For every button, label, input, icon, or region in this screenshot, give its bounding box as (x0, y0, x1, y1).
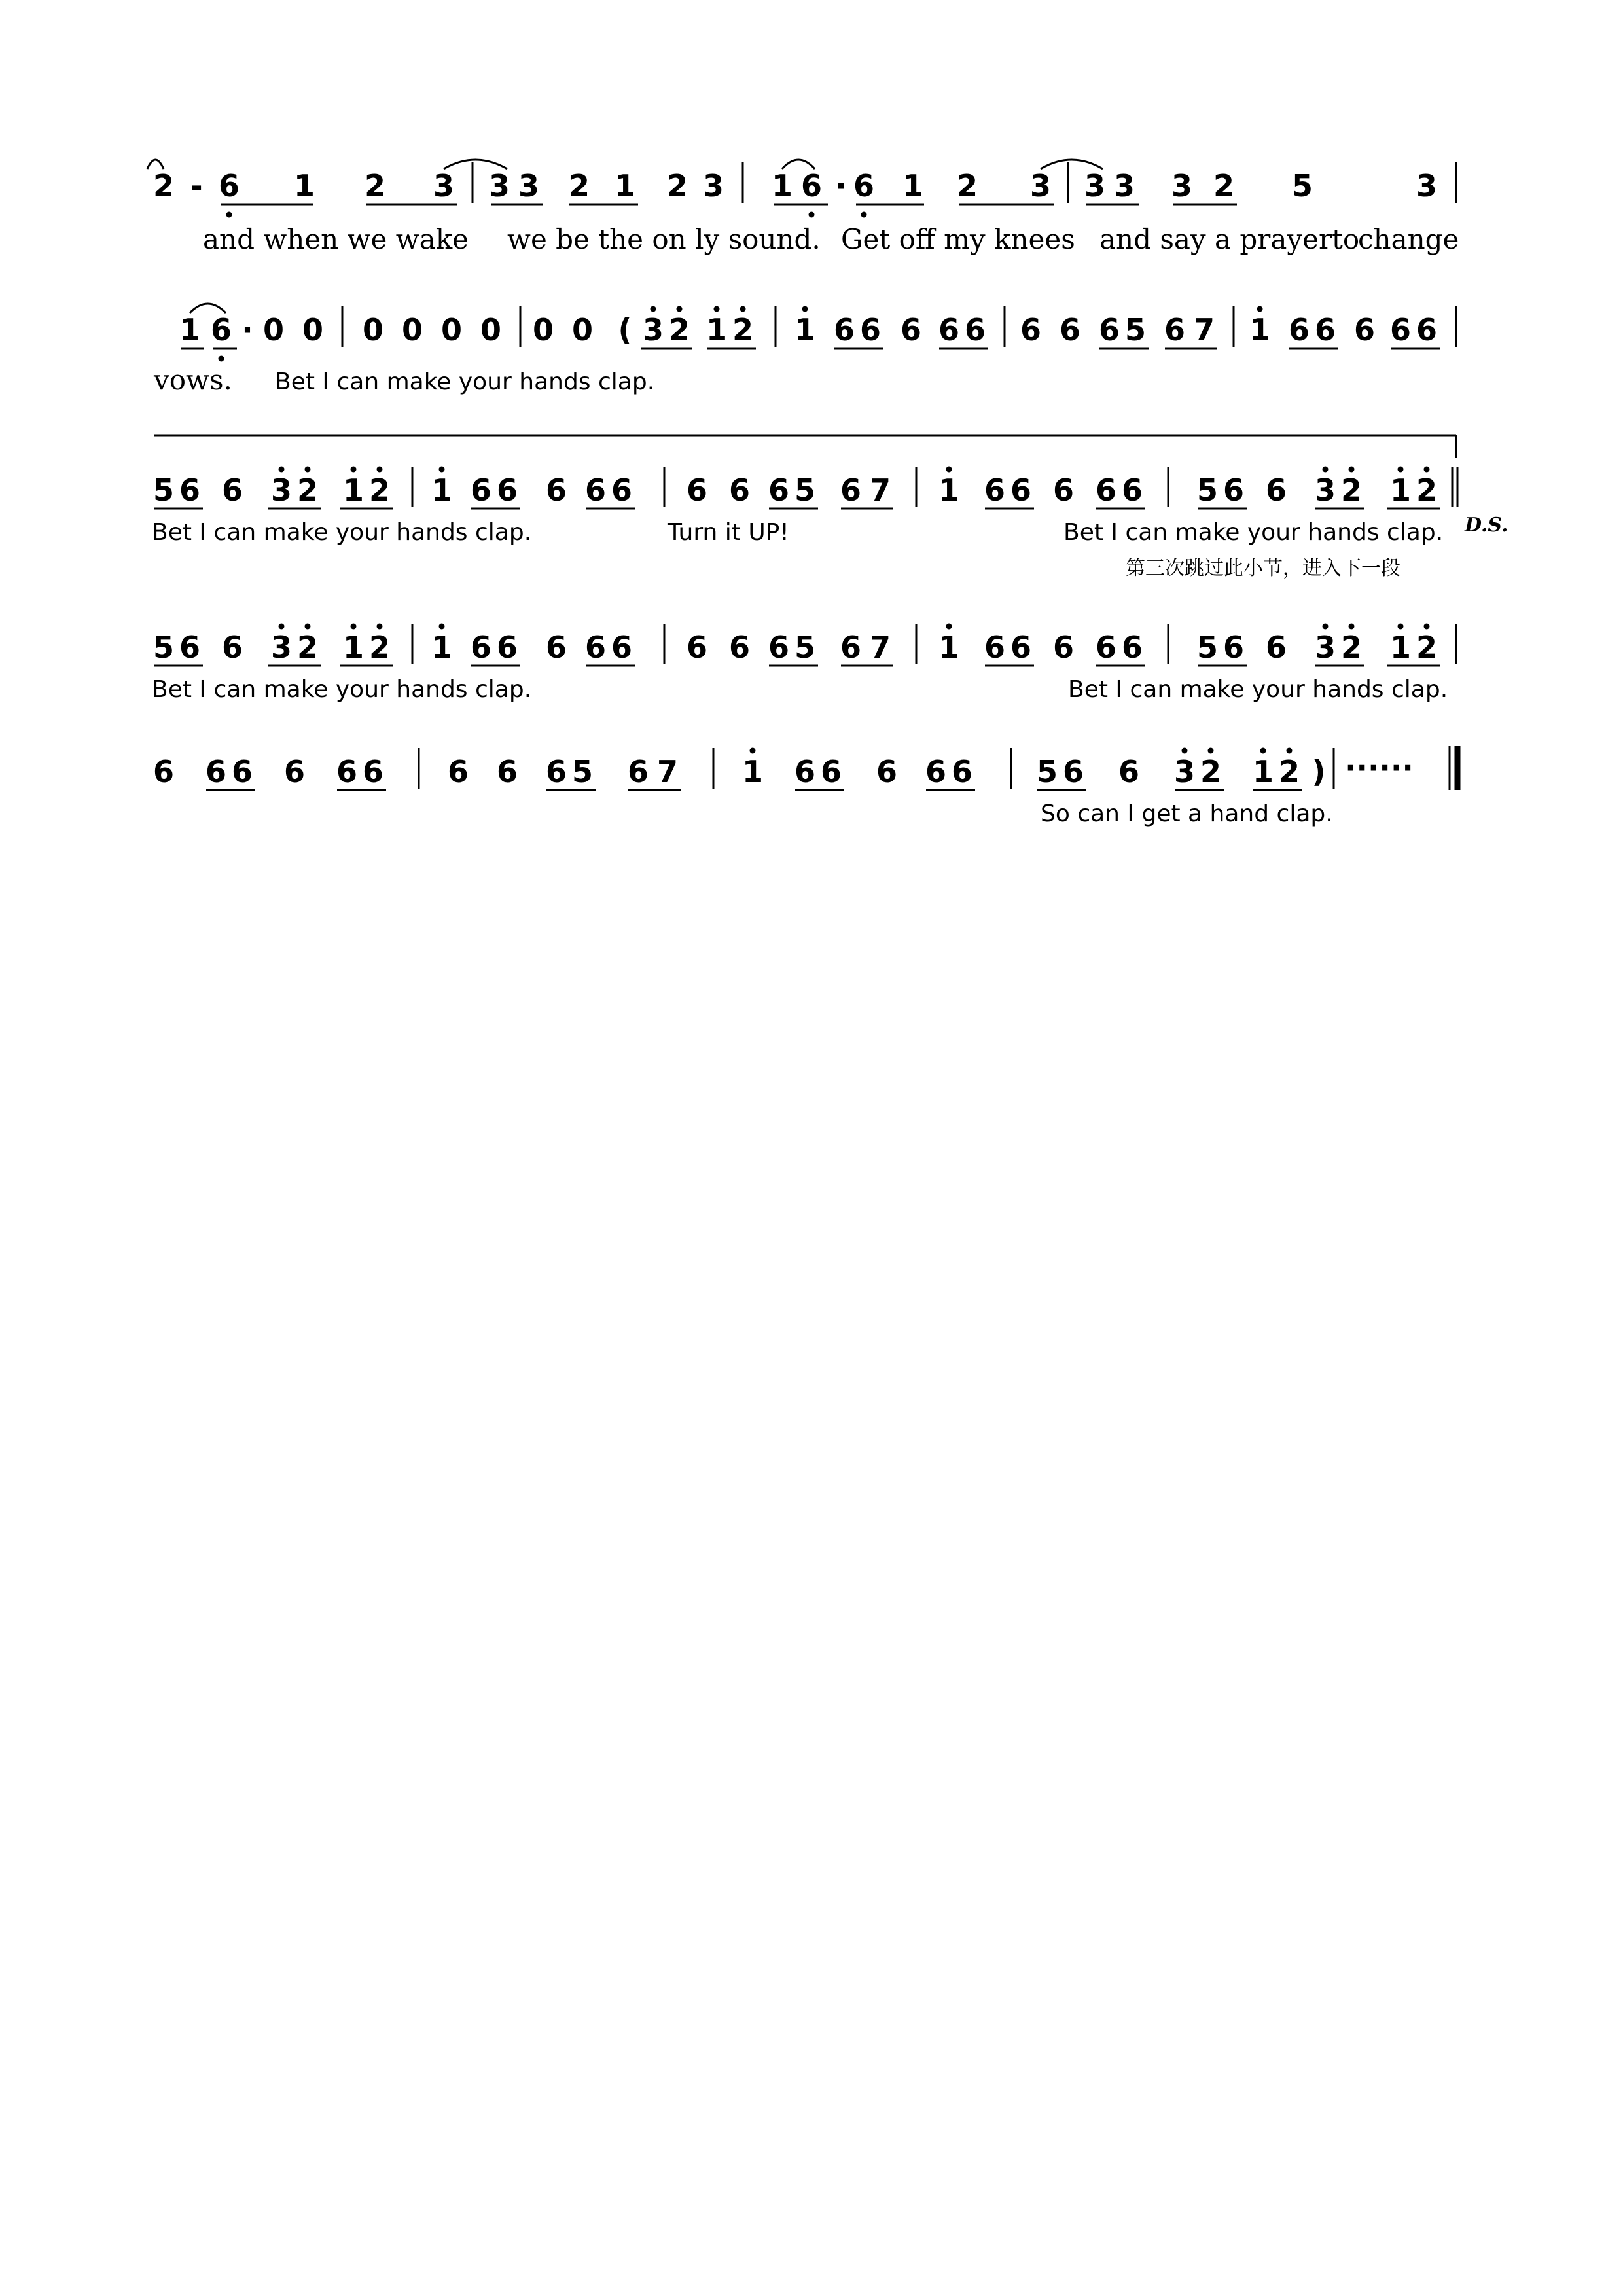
parenthesis: ( (618, 312, 632, 348)
note-digit: 7 (869, 473, 891, 508)
lyric-text: Get off my knees (841, 223, 1075, 255)
octave-up-dot (1323, 624, 1329, 630)
note-digit: 6 (283, 754, 306, 789)
note-digit: 2 (1416, 473, 1438, 508)
note-digit: 1 (342, 630, 365, 665)
note-digit: 6 (152, 754, 175, 789)
octave-down-dot (809, 212, 815, 218)
note-digit: 2 (1416, 630, 1438, 665)
note-digit: 6 (900, 312, 922, 348)
note-digit: 2 (1278, 754, 1300, 789)
augmentation-dot: · (241, 312, 253, 348)
note-digit: 3 (642, 312, 664, 348)
note-digit: 1 (293, 168, 315, 204)
note-digit: 2 (568, 168, 590, 204)
note-digit: 6 (1059, 312, 1081, 348)
note-digit: 3 (270, 630, 293, 665)
octave-down-dot (226, 212, 232, 218)
note-digit: 0 (401, 312, 423, 348)
note-digit: 6 (179, 630, 201, 665)
note-digit: 2 (1213, 168, 1235, 204)
note-digit: 6 (1265, 630, 1287, 665)
note-digit: 5 (794, 473, 816, 508)
note-digit: 1 (431, 630, 453, 665)
note-digit: 5 (1036, 754, 1058, 789)
lyric-text: vows. (154, 364, 232, 396)
continuation-dots: ······ (1345, 750, 1414, 785)
octave-up-dot (740, 306, 746, 312)
octave-up-dot (714, 306, 720, 312)
note-digit: 1 (614, 168, 636, 204)
note-digit: 1 (1389, 630, 1412, 665)
octave-up-dot (351, 467, 357, 473)
octave-up-dot (651, 306, 656, 312)
note-digit: 1 (938, 473, 960, 508)
octave-up-dot (1398, 467, 1404, 473)
note-digit: 6 (768, 473, 790, 508)
octave-up-dot (305, 467, 311, 473)
note-digit: 1 (771, 168, 793, 204)
note-digit: 3 (1173, 754, 1196, 789)
note-digit: 2 (956, 168, 978, 204)
octave-up-dot (677, 306, 683, 312)
octave-up-dot (351, 624, 357, 630)
note-digit: 6 (210, 312, 232, 348)
note-digit: 6 (1353, 312, 1376, 348)
note-digit: 2 (296, 473, 319, 508)
octave-up-dot (1287, 748, 1293, 754)
octave-up-dot (1424, 467, 1430, 473)
note-digit: 6 (686, 473, 708, 508)
note-digit: - (190, 168, 203, 204)
note-digit: 0 (440, 312, 463, 348)
note-digit: 6 (545, 754, 567, 789)
octave-up-dot (1349, 624, 1355, 630)
note-digit: 6 (447, 754, 469, 789)
note-digit: 5 (1196, 473, 1219, 508)
note-digit: 6 (584, 473, 607, 508)
note-digit: 3 (1113, 168, 1135, 204)
note-digit: 6 (984, 473, 1006, 508)
note-digit: 3 (270, 473, 293, 508)
note-digit: 6 (964, 312, 986, 348)
note-digit: 6 (1314, 312, 1336, 348)
lyric-text: change (1358, 223, 1459, 255)
note-digit: 7 (869, 630, 891, 665)
note-digit: 6 (833, 312, 855, 348)
note-digit: 6 (938, 312, 960, 348)
note-digit: 2 (152, 168, 175, 204)
lyric-text: Turn it UP! (668, 519, 789, 546)
note-digit: 6 (1121, 630, 1143, 665)
slur (190, 304, 226, 313)
note-digit: 3 (1029, 168, 1052, 204)
note-digit: 3 (1171, 168, 1193, 204)
note-digit: 6 (218, 168, 240, 204)
note-digit: 6 (179, 473, 201, 508)
slur (147, 160, 164, 169)
octave-up-dot (1257, 306, 1263, 312)
lyric-text: we be the on ly sound. (507, 223, 821, 255)
note-digit: 1 (179, 312, 201, 348)
note-digit: 1 (1389, 473, 1412, 508)
lyric-text: So can I get a hand clap. (1041, 800, 1333, 827)
note-digit: 3 (702, 168, 724, 204)
octave-up-dot (1424, 624, 1430, 630)
note-digit: 3 (1084, 168, 1106, 204)
octave-up-dot (305, 624, 311, 630)
note-digit: 1 (705, 312, 728, 348)
parenthesis: ) (1311, 754, 1326, 789)
note-digit: 6 (205, 754, 227, 789)
octave-up-dot (946, 624, 952, 630)
note-digit: 6 (1098, 312, 1120, 348)
note-digit: 3 (518, 168, 540, 204)
note-digit: 6 (859, 312, 882, 348)
note-digit: 6 (1062, 754, 1084, 789)
note-digit: 0 (362, 312, 384, 348)
note-digit: 6 (496, 754, 518, 789)
note-digit: 2 (1340, 630, 1363, 665)
octave-up-dot (1182, 748, 1188, 754)
note-digit: 6 (800, 168, 823, 204)
octave-up-dot (1260, 748, 1266, 754)
note-digit: 1 (342, 473, 365, 508)
note-digit: 6 (1121, 473, 1143, 508)
note-digit: 6 (362, 754, 384, 789)
note-digit: 6 (1222, 630, 1245, 665)
octave-up-dot (439, 624, 445, 630)
note-digit: 3 (1314, 630, 1336, 665)
note-digit: 3 (433, 168, 455, 204)
note-digit: 6 (1164, 312, 1186, 348)
note-digit: 1 (431, 473, 453, 508)
note-digit: 2 (732, 312, 754, 348)
octave-up-dot (1323, 467, 1329, 473)
lyric-text: Bet I can make your hands clap. (152, 519, 532, 546)
note-digit: 2 (668, 312, 690, 348)
slur (444, 160, 507, 169)
octave-up-dot (377, 467, 383, 473)
octave-up-dot (1349, 467, 1355, 473)
note-digit: 2 (666, 168, 688, 204)
note-digit: 5 (571, 754, 594, 789)
lyric-text: and say a prayerto (1099, 223, 1360, 255)
note-digit: 5 (1196, 630, 1219, 665)
note-digit: 6 (470, 473, 492, 508)
octave-up-dot (750, 748, 756, 754)
octave-up-dot (377, 624, 383, 630)
note-digit: 6 (611, 630, 633, 665)
note-digit: 6 (853, 168, 875, 204)
octave-up-dot (279, 467, 285, 473)
octave-up-dot (946, 467, 952, 473)
note-digit: 6 (1020, 312, 1042, 348)
octave-up-dot (802, 306, 808, 312)
slur (1041, 160, 1103, 169)
note-digit: 0 (571, 312, 594, 348)
note-digit: 6 (627, 754, 649, 789)
note-digit: 1 (938, 630, 960, 665)
double-barline (1452, 467, 1457, 507)
octave-up-dot (279, 624, 285, 630)
note-digit: 6 (545, 630, 567, 665)
note-digit: 6 (1010, 473, 1032, 508)
note-digit: 6 (584, 630, 607, 665)
note-digit: 6 (1288, 312, 1310, 348)
note-digit: 6 (1222, 473, 1245, 508)
note-digit: 6 (794, 754, 816, 789)
note-digit: 3 (1416, 168, 1438, 204)
note-digit: 6 (820, 754, 842, 789)
note-digit: 6 (496, 630, 518, 665)
note-digit: 2 (1340, 473, 1363, 508)
note-digit: 6 (984, 630, 1006, 665)
note-digit: 6 (1052, 473, 1075, 508)
note-digit: 6 (686, 630, 708, 665)
note-digit: 6 (925, 754, 947, 789)
note-digit: 0 (262, 312, 285, 348)
note-digit: 6 (1052, 630, 1075, 665)
note-digit: 1 (741, 754, 764, 789)
final-barline (1450, 746, 1457, 790)
octave-up-dot (439, 467, 445, 473)
note-digit: 1 (794, 312, 816, 348)
note-digit: 0 (302, 312, 324, 348)
skip-instruction-note: 第三次跳过此小节，进入下一段 (1126, 557, 1400, 580)
note-digit: 5 (1124, 312, 1147, 348)
note-digit: 1 (902, 168, 924, 204)
octave-up-dot (1208, 748, 1214, 754)
lyric-text: Bet I can make your hands clap. (1063, 519, 1444, 546)
note-digit: 6 (221, 473, 243, 508)
note-digit: 6 (728, 630, 751, 665)
note-digit: 6 (1265, 473, 1287, 508)
slur (782, 160, 815, 169)
note-digit: 5 (152, 630, 175, 665)
note-digit: 2 (1200, 754, 1222, 789)
lyric-text: Bet I can make your hands clap. (1068, 676, 1448, 703)
note-digit: 6 (768, 630, 790, 665)
note-digit: 6 (1118, 754, 1140, 789)
note-digit: 1 (1249, 312, 1271, 348)
note-digit: 6 (951, 754, 973, 789)
lyric-text: Bet I can make your hands clap. (152, 676, 532, 703)
octave-down-dot (861, 212, 867, 218)
augmentation-dot: · (835, 168, 847, 204)
note-digit: 3 (488, 168, 510, 204)
note-digit: 7 (656, 754, 679, 789)
note-digit: 6 (1010, 630, 1032, 665)
note-digit: 6 (1416, 312, 1438, 348)
note-digit: 5 (794, 630, 816, 665)
note-digit: 0 (532, 312, 554, 348)
note-digit: 6 (840, 473, 862, 508)
note-digit: 5 (1291, 168, 1313, 204)
note-digit: 2 (296, 630, 319, 665)
note-digit: 6 (1389, 312, 1412, 348)
note-digit: 6 (728, 473, 751, 508)
ds-marking: D.S. (1465, 514, 1508, 537)
note-digit: 6 (1095, 630, 1117, 665)
note-digit: 7 (1193, 312, 1215, 348)
lyric-text: and when we wake (203, 223, 469, 255)
note-digit: 6 (336, 754, 358, 789)
note-digit: 6 (876, 754, 898, 789)
note-digit: 6 (611, 473, 633, 508)
note-digit: 6 (840, 630, 862, 665)
note-digit: 5 (152, 473, 175, 508)
note-digit: 2 (368, 473, 391, 508)
note-digit: 2 (364, 168, 386, 204)
octave-up-dot (1398, 624, 1404, 630)
note-digit: 0 (480, 312, 502, 348)
octave-down-dot (219, 356, 224, 362)
note-digit: 6 (1095, 473, 1117, 508)
note-digit: 6 (231, 754, 253, 789)
note-digit: 6 (496, 473, 518, 508)
note-digit: 6 (545, 473, 567, 508)
note-digit: 3 (1314, 473, 1336, 508)
note-digit: 6 (221, 630, 243, 665)
note-digit: 6 (470, 630, 492, 665)
note-digit: 2 (368, 630, 391, 665)
note-digit: 1 (1252, 754, 1274, 789)
lyric-text: Bet I can make your hands clap. (275, 368, 655, 395)
